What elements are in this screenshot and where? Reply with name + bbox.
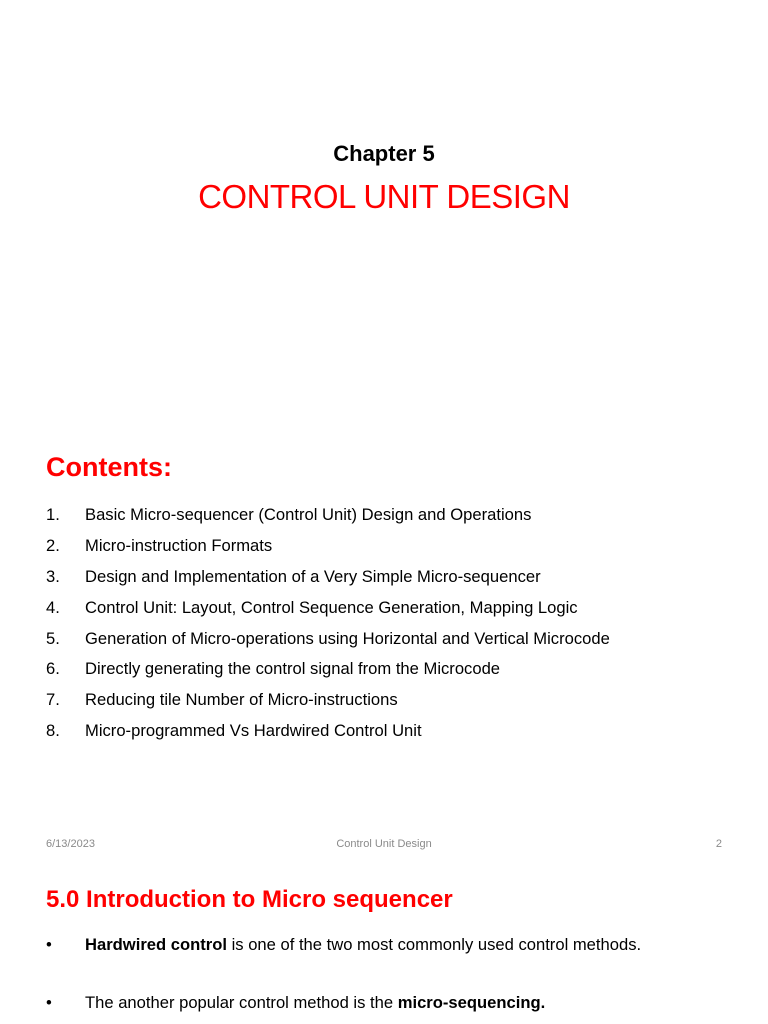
bullet-text: The another popular control method is the (85, 993, 398, 1012)
item-text: Generation of Micro-operations using Horizontal and Vertical Microcode (85, 628, 610, 648)
bullet-item (46, 932, 695, 957)
item-number: 5. (46, 628, 60, 648)
item-number: 1. (46, 505, 60, 525)
item-number: 8. (46, 720, 60, 740)
list-item (46, 500, 610, 531)
item-number: 7. (46, 690, 60, 710)
list-item (46, 716, 610, 747)
item-text: Directly generating the control signal from the Microcode (85, 659, 501, 679)
contents-heading: Contents: (46, 452, 172, 482)
bullet-item (46, 990, 695, 1015)
item-number: 3. (46, 566, 60, 586)
item-number: 4. (46, 597, 60, 617)
list-item (46, 531, 610, 562)
list-item (46, 623, 610, 654)
footer-title: Control Unit Design (336, 838, 432, 850)
item-text: Control Unit: Layout, Control Sequence Generation, Mapping Logic (85, 597, 578, 617)
chapter-label: Chapter 5 (333, 141, 435, 166)
bullet-text: is one of the two most commonly used control methods. (227, 935, 642, 954)
slide-title: CONTROL UNIT DESIGN (198, 178, 570, 215)
list-item (46, 562, 610, 593)
list-item (46, 592, 610, 623)
page-number: 2 (715, 838, 722, 850)
item-text: Micro-instruction Formats (85, 536, 273, 556)
footer-date: 6/13/2023 (46, 838, 95, 850)
item-text: Design and Implementation of a Very Simple Micro-sequencer (85, 566, 541, 586)
item-text: Basic Micro-sequencer (Control Unit) Design and Operations (85, 505, 532, 525)
bullet-icon: • (46, 993, 52, 1012)
bold-term: Hardwired control (85, 935, 227, 954)
list-item (46, 654, 610, 685)
item-text: Reducing tile Number of Micro-instructions (85, 690, 398, 710)
contents-list (46, 500, 610, 746)
bullet-icon: • (46, 935, 52, 954)
item-text: Micro-programmed Vs Hardwired Control Unit (85, 720, 422, 740)
section-heading: 5.0 Introduction to Micro sequencer (46, 886, 453, 913)
bold-term: micro-sequencing. (397, 993, 546, 1012)
item-number: 6. (46, 659, 60, 679)
item-number: 2. (46, 536, 60, 556)
list-item (46, 685, 610, 716)
